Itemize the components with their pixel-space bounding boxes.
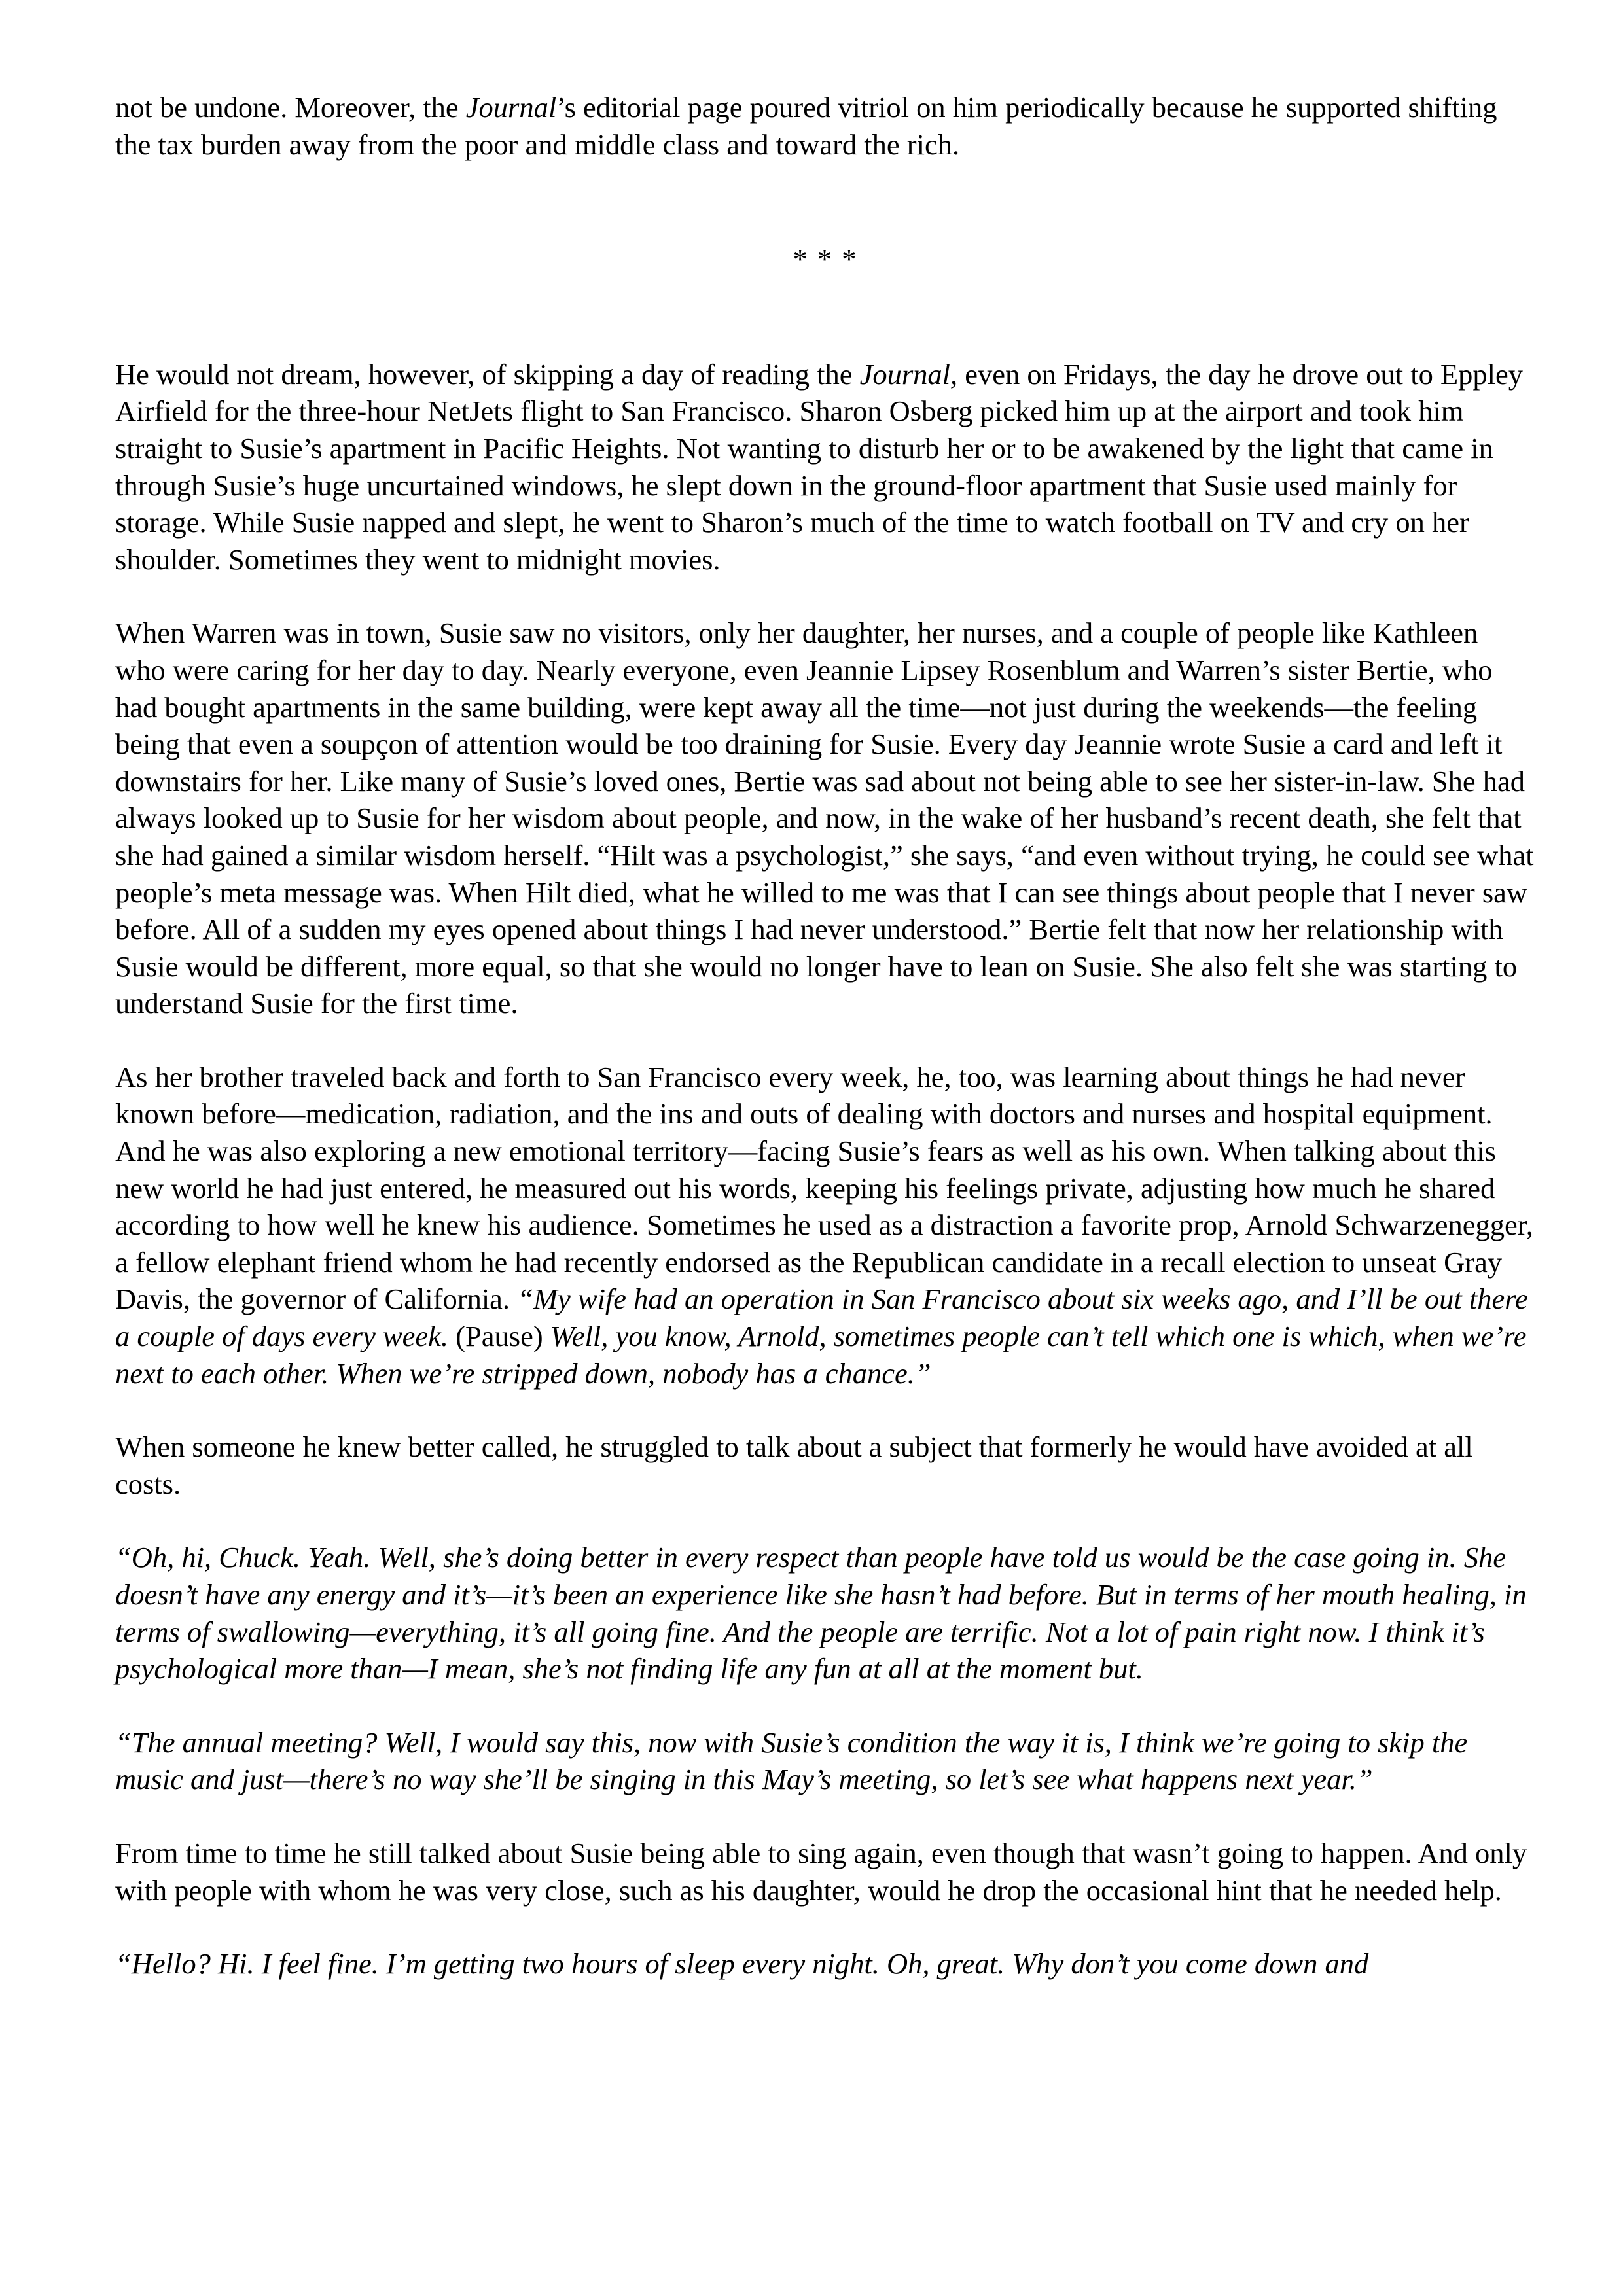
quote-italic: Well, you know, Arnold, sometimes people can’t tell which one is which, when we’re next to each other. When we’re stripped down, nobody has a chance.”	[115, 1320, 1527, 1390]
journal-title: Journal,	[859, 357, 958, 391]
section-separator: * * *	[793, 243, 858, 276]
journal-title: Journal	[465, 91, 557, 124]
paragraph-annual-meeting-quote: “The annual meeting? Well, I would say this, now with Susie’s condition the way it is, I think we’re going to skip the music and just—there’s no way she’ll be singing in this May’s meeting, so let’s see what happens next year.”	[115, 1725, 1468, 1796]
paragraph-sing-again: From time to time he still talked about Susie being able to sing again, even though that wasn’t going to happen. And only with people with whom he was very close, such as his daughter, would he drop the occasional hint that he needed help.	[115, 1836, 1527, 1907]
book-page	[115, 89, 1535, 1983]
paragraph-someone-better: When someone he knew better called, he struggled to talk about a subject that formerly he would have avoided at all costs.	[115, 1430, 1473, 1500]
paragraph-opening-fragment: not be undone. Moreover, the Journal’s editorial page poured vitriol on him periodically because he supported shifting the tax burden away from the poor and middle class and toward the rich.	[115, 91, 1497, 161]
paragraph-visitors: When Warren was in town, Susie saw no visitors, only her daughter, her nurses, and a couple of people like Kathleen who were caring for her day to day. Nearly everyone, even Jeannie Lipsey Rosenblum and Warren’s sister Bertie, who had bought apartments in the same building, were kept away all the time—not just during the weekends—the feeling being that even a soupçon of attention would be too draining for Susie. Every day Jeannie wrote Susie a card and left it downstairs for her. Like many of Susie’s loved ones, Bertie was sad about not being able to see her sister-in-law. She had always looked up to Susie for her wisdom about people, and now, in the wake of her husband’s recent death, she felt that she had gained a similar wisdom herself. “Hilt was a psychologist,” she says, “and even without trying, he could see what people’s meta message was. When Hilt died, what he willed to me was that I can see things about people that I never saw before. All of a sudden my eyes opened about things I had never understood.” Bertie felt that now her relationship with Susie would be different, more equal, so that she would no longer have to lean on Susie. She also felt she was starting to understand Susie for the first time.	[115, 616, 1534, 1020]
paragraph-chuck-quote: “Oh, hi, Chuck. Yeah. Well, she’s doing better in every respect than people have told us would be the case going in. She doesn’t have any energy and it’s—it’s been an experience like she hasn’t had before. But in terms of her mouth healing, in terms of swallowing—everything, it’s all going fine. And the people are terrific. Not a lot of pain right now. I think it’s psychological more than—I mean, she’s not finding life any fun at all at the moment but.	[115, 1541, 1527, 1686]
paragraph-hello-quote: “Hello? Hi. I feel fine. I’m getting two hours of sleep every night. Oh, great. Why don’t you come down and	[115, 1947, 1369, 1981]
quote-italic: “My wife had an operation in San Francisco about six weeks ago, and I’ll be out there a couple of days every week.	[115, 1282, 1528, 1353]
paragraph-fridays: He would not dream, however, of skipping a day of reading the Journal, even on Fridays, the day he drove out to Eppley Airfield for the three-hour NetJets flight to San Francisco. Sharon Osberg picked him up at the airport and took him straight to Susie’s apartment in Pacific Heights. Not wanting to disturb her or to be awakened by the light that came in through Susie’s huge uncurtained windows, he slept down in the ground-floor apartment that Susie used mainly for storage. While Susie napped and slept, he went to Sharon’s much of the time to watch football on TV and cry on her shoulder. Sometimes they went to midnight movies.	[115, 357, 1524, 576]
paragraph-brother: As her brother traveled back and forth to San Francisco every week, he, too, was learning about things he had never known before—medication, radiation, and the ins and outs of dealing with doctors and nurses and hospital equipment. And he was also exploring a new emotional territory—facing Susie’s fears as well as his own. When talking about this new world he had just entered, he measured out his words, keeping his feelings private, adjusting how much he shared according to how well he knew his audience. Sometimes he used as a distraction a favorite prop, Arnold Schwarzenegger, a fellow elephant friend whom he had recently endorsed as the Republican candidate in a recall election to unseat Gray Davis, the governor of California. “My wife had an operation in San Francisco about six weeks ago, and I’ll be out there a couple of days every week. (Pause) Well, you know, Arnold, sometimes people can’t tell which one is which, when we’re next to each other. When we’re stripped down, nobody has a chance.”	[115, 1060, 1533, 1390]
